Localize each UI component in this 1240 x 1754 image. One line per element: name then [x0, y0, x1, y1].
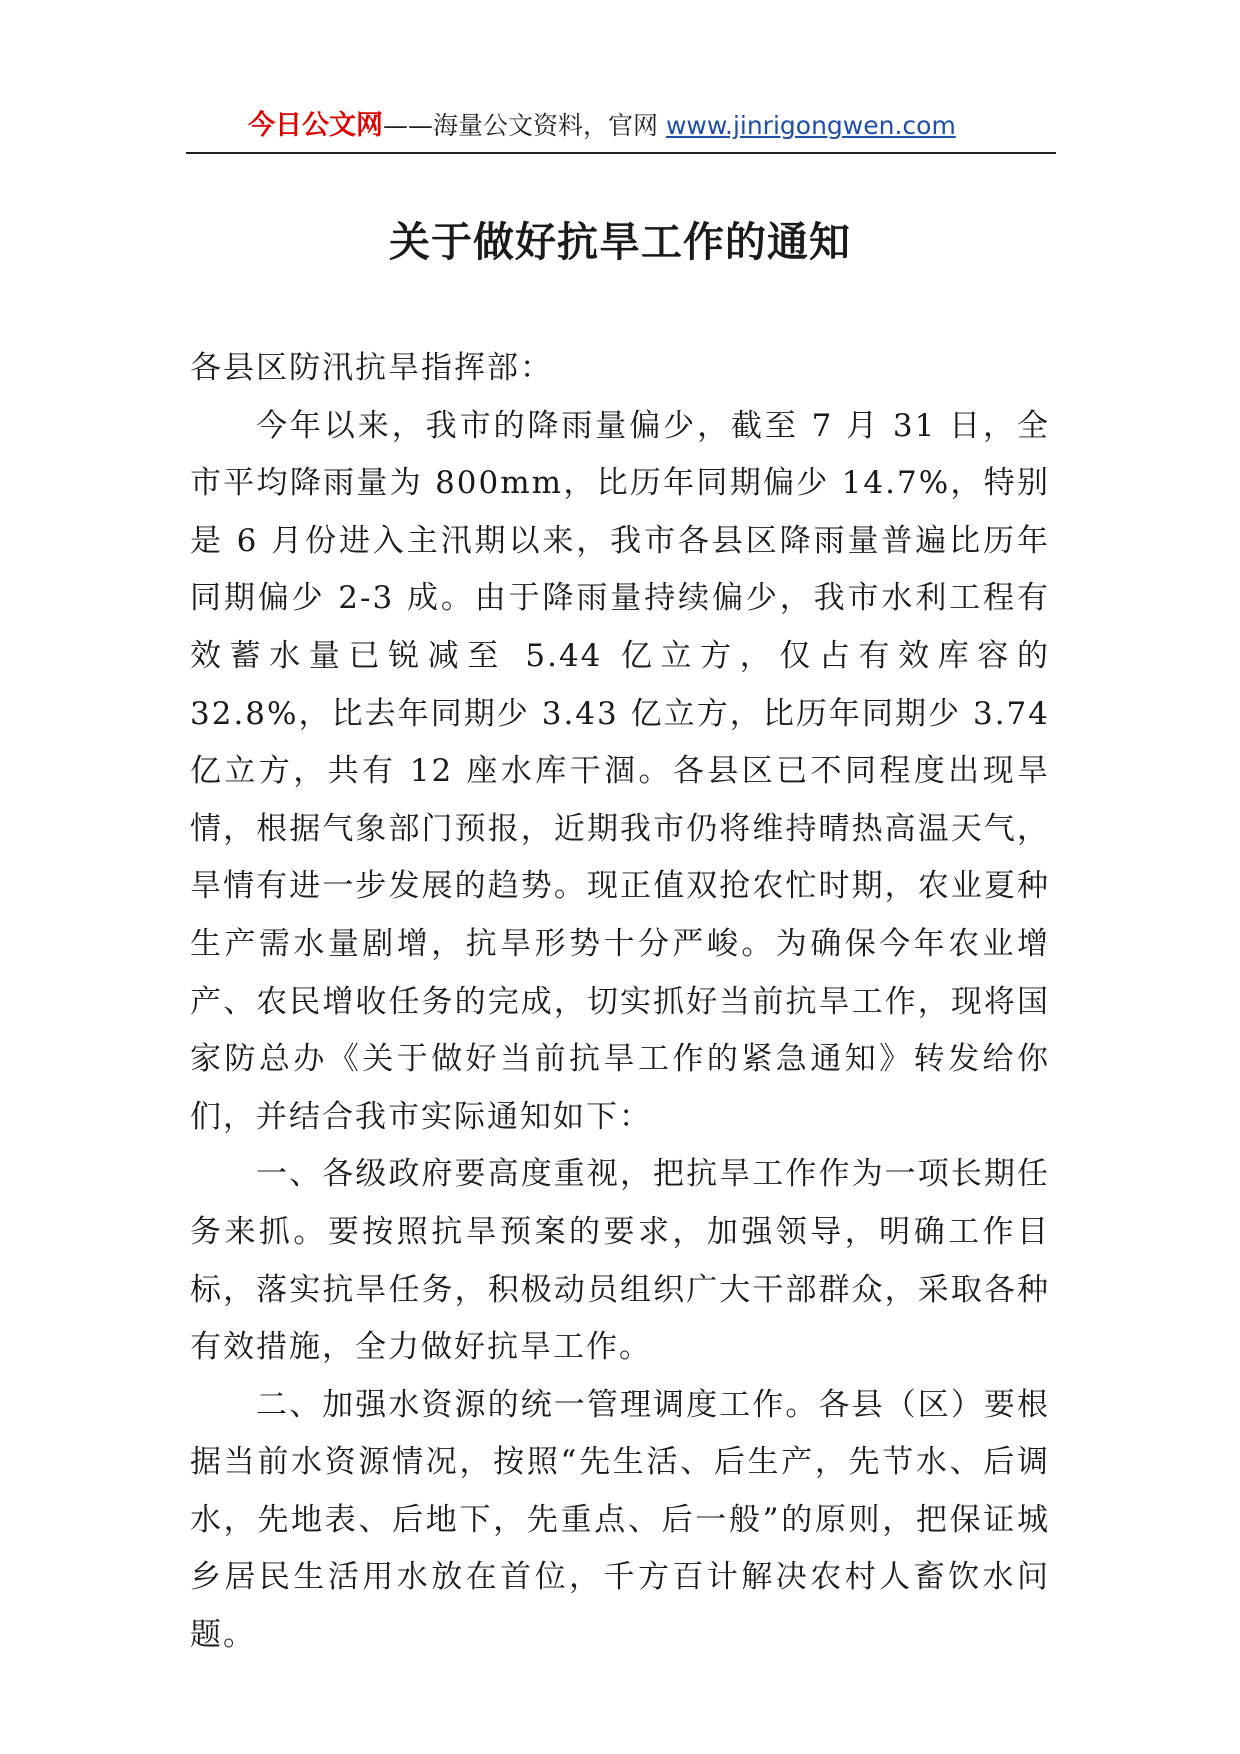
paragraph-point-two: 二、加强水资源的统一管理调度工作。各县（区）要根据当前水资源情况，按照“先生活、后生产，先节水、后调水，先地表、后地下，先重点、后一般”的原则，把保证城乡居民生活用水放在首位，千方百计解决农村人畜饮水问题。	[190, 1386, 1050, 1654]
site-url-link[interactable]: www.jinrigongwen.com	[665, 111, 956, 140]
header-line	[248, 104, 956, 148]
site-tagline: ——海量公文资料，官网	[383, 111, 666, 140]
salutation: 各县区防汛抗旱指挥部：	[190, 350, 553, 386]
site-header	[186, 104, 1056, 154]
paragraph-background: 今年以来，我市的降雨量偏少，截至 7 月 31 日，全市平均降雨量为 800mm，比历年同期偏少 14.7%，特别是 6 月份进入主汛期以来，我市各县区降雨量普遍比历年同期偏少 2-3 成。由于降雨量持续偏少，我市水利工程有效蓄水量已锐减至 5.44 亿立方，仅占有效库容的 32.8%，比去年同期少 3.43 亿立方，比历年同期少 3.74 亿立方，共有 12 座水库干涸。各县区已不同程度出现旱情，根据气象部门预报，近期我市仍将维持晴热高温天气，旱情有进一步发展的趋势。现正值双抢农忙时期，农业夏种生产需水量剧增，抗旱形势十分严峻。为确保今年农业增产、农民增收任务的完成，切实抓好当前抗旱工作，现将国家防总办《关于做好当前抗旱工作的紧急通知》转发给你们，并结合我市实际通知如下：	[190, 407, 1050, 1135]
document-body	[190, 340, 1050, 1665]
document-title: 关于做好抗旱工作的通知	[389, 218, 851, 266]
site-brand[interactable]: 今日公文网	[248, 110, 383, 141]
paragraph-point-one: 一、各级政府要高度重视，把抗旱工作作为一项长期任务来抓。要按照抗旱预案的要求，加强领导，明确工作目标，落实抗旱任务，积极动员组织广大干部群众，采取各种有效措施，全力做好抗旱工作。	[190, 1156, 1050, 1366]
